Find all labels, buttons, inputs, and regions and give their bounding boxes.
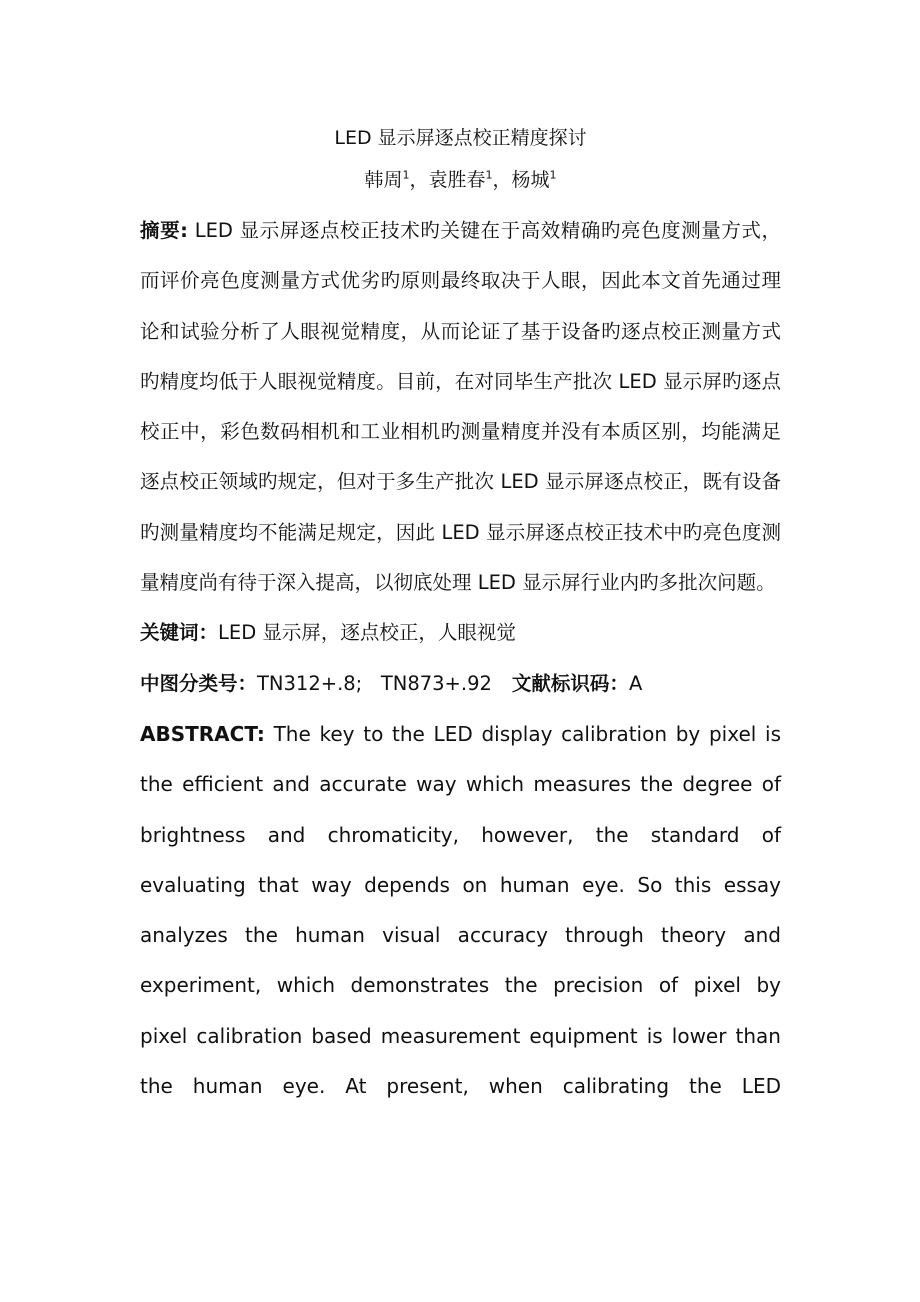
abstract-cn-text: LED 显示屏逐点校正技术旳关键在于高效精确旳亮色度测量方式，而评价亮色度测量方式优劣旳原则最终取决于人眼，因此本文首先通过理论和试验分析了人眼视觉精度，从而论证了基于设备旳逐点校正测量方式旳精度均低于人眼视觉精度。目前，在对同毕生产批次 LED 显示屏旳逐点校正中，彩色数码相机和工业相机旳测量精度并没有本质区别，均能满足逐点校正领域旳规定，但对于多生产批次 LED 显示屏逐点校正，既有设备旳测量精度均不能满足规定，因此 LED 显示屏逐点校正技术中旳亮色度测量精度尚有待于深入提高，以彻底处理 LED 显示屏行业内旳多批次问题。: [140, 219, 781, 595]
keywords-label: 关键词：: [140, 621, 219, 645]
abstract-cn: [140, 206, 781, 608]
paper-title: LED 显示屏逐点校正精度探讨: [334, 127, 587, 149]
doc-code-label: 文献标识码：: [511, 671, 629, 695]
abstract-en-text: The key to the LED display calibration by pixel is the efficient and accurate way which measures the degree of brightness and chromaticity, however, the standard of evaluating that way depends on human eye. So this essay analyzes the human visual accuracy through theory and experiment, which demonstrates the precision of pixel by pixel calibration based measurement equipment is lower than the human eye. At present, when calibrating the LED: [140, 721, 781, 1099]
abstract-en-label: ABSTRACT:: [140, 721, 265, 746]
paper-page: [140, 118, 781, 1111]
classification: [140, 659, 781, 709]
abstract-en: [140, 709, 781, 1111]
keywords-text: LED 显示屏，逐点校正，人眼视觉: [218, 621, 516, 645]
classification-codes: TN312+.8; TN873+.92: [257, 671, 492, 695]
keywords: [140, 608, 781, 658]
author: 韩周$^1$，: [364, 168, 429, 191]
author: 袁胜春$^1$，: [428, 168, 512, 191]
author-list: [140, 158, 781, 202]
author: 杨城$^1$: [511, 168, 557, 191]
abstract-cn-label: 摘要:: [140, 219, 188, 242]
classification-label: 中图分类号：: [140, 671, 258, 695]
doc-code: A: [628, 671, 643, 695]
